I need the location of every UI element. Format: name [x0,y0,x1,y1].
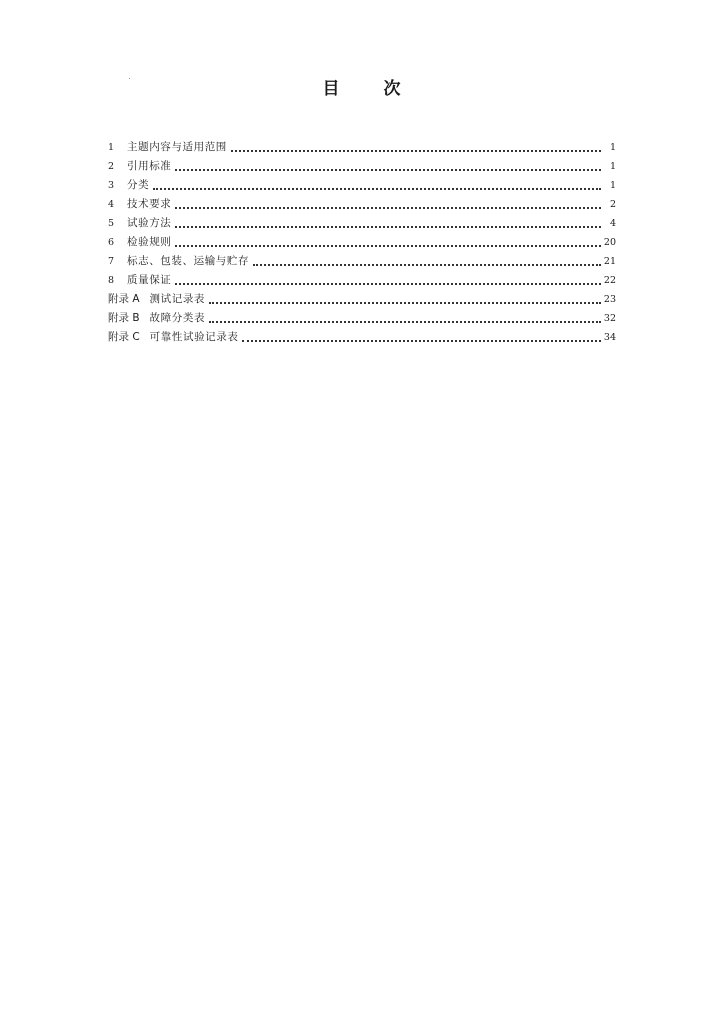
toc-entry-page: 20 [603,237,616,248]
toc-entry-number: 2 [108,161,115,172]
toc-entry-page: 1 [609,142,616,153]
toc-entry[interactable] [108,233,616,252]
table-of-contents [108,138,616,347]
toc-entry-label: 技术要求 [127,198,172,210]
toc-appendix-number: 附录 B [108,312,140,324]
toc-entry-label: 试验方法 [127,217,172,229]
page-title [0,74,725,99]
toc-entry[interactable] [108,252,616,271]
toc-entry[interactable] [108,214,616,233]
toc-leader-dots [175,283,601,285]
title-char-2: 次 [383,79,403,99]
toc-entry-number: 4 [108,199,115,210]
toc-entry-page: 23 [603,294,616,305]
toc-entry-label: 故障分类表 [149,312,206,324]
toc-entry-label: 引用标准 [127,160,172,172]
toc-appendix-entry[interactable] [108,309,616,328]
toc-leader-dots [209,321,601,323]
toc-leader-dots [175,245,601,247]
toc-entry-number: 1 [108,142,115,153]
toc-entry-page: 2 [609,199,616,210]
toc-entry[interactable] [108,138,616,157]
toc-leader-dots [209,302,601,304]
title-char-1: 目 [322,79,342,99]
toc-entry-label: 检验规则 [127,236,172,248]
toc-appendix-entry[interactable] [108,328,616,347]
toc-appendix-number: 附录 A [108,293,140,305]
toc-leader-dots [175,169,601,171]
toc-entry-label: 标志、包装、运输与贮存 [127,255,250,267]
toc-leader-dots [175,226,601,228]
toc-entry-label: 分类 [127,179,150,191]
toc-leader-dots [231,150,601,152]
toc-entry-page: 4 [609,218,616,229]
toc-entry-page: 34 [603,332,616,343]
toc-entry-number: 3 [108,180,115,191]
toc-leader-dots [253,264,601,266]
toc-entry-number: 5 [108,218,115,229]
toc-appendix-entry[interactable] [108,290,616,309]
toc-entry-number: 8 [108,275,115,286]
toc-entry[interactable] [108,195,616,214]
toc-entry[interactable] [108,176,616,195]
toc-appendix-number: 附录 C [108,331,140,343]
toc-entry-label: 主题内容与适用范围 [127,141,227,153]
toc-entry-page: 32 [603,313,616,324]
toc-leader-dots [153,188,601,190]
toc-leader-dots [175,207,601,209]
toc-entry-label: 质量保证 [127,274,172,286]
toc-leader-dots [242,340,600,342]
toc-entry-page: 1 [609,161,616,172]
toc-entry-page: 22 [603,275,616,286]
toc-entry-number: 7 [108,256,115,267]
toc-entry-page: 21 [603,256,616,267]
toc-entry[interactable] [108,271,616,290]
toc-entry-label: 测试记录表 [149,293,206,305]
toc-entry-label: 可靠性试验记录表 [149,331,239,343]
toc-entry-number: 6 [108,237,115,248]
toc-entry[interactable] [108,157,616,176]
toc-entry-page: 1 [609,180,616,191]
